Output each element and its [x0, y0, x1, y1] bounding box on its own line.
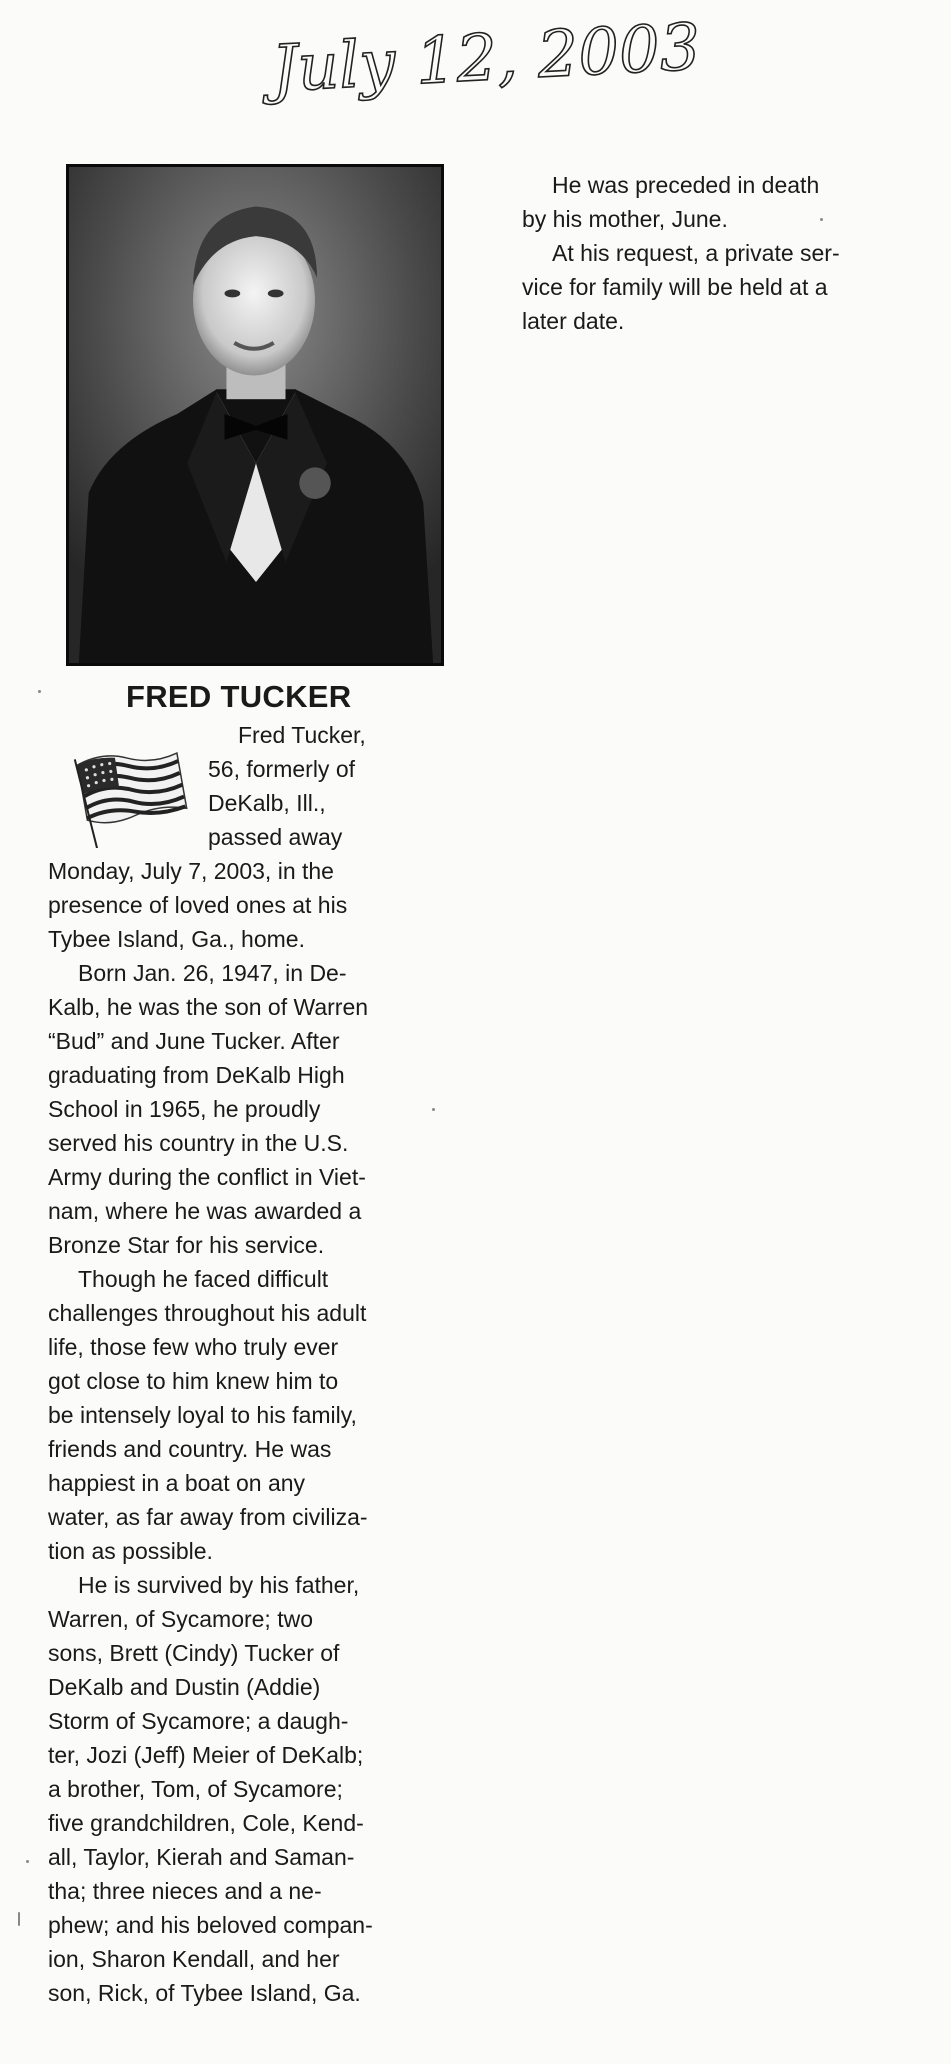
scan-speck [432, 1108, 435, 1111]
american-flag-icon [68, 738, 192, 848]
text-line: “Bud” and June Tucker. After [48, 1028, 340, 1054]
text-line: got close to him knew him to [48, 1368, 339, 1394]
lead-text [208, 718, 448, 854]
text-line: water, as far away from civiliza- [48, 1504, 368, 1530]
text-line: later date. [522, 308, 625, 334]
scan-speck [26, 1860, 29, 1863]
text-line: Bronze Star for his service. [48, 1232, 325, 1258]
text-line: ter, Jozi (Jeff) Meier of DeKalb; [48, 1742, 364, 1768]
text-line: Army during the conflict in Viet- [48, 1164, 366, 1190]
text-line: life, those few who truly ever [48, 1334, 339, 1360]
lead-line: Fred Tucker, [238, 722, 366, 748]
text-line: five grandchildren, Cole, Kend- [48, 1810, 364, 1836]
text-line: nam, where he was awarded a [48, 1198, 362, 1224]
handwritten-date [262, 8, 702, 118]
text-line: by his mother, June. [522, 206, 728, 232]
text-line: Tybee Island, Ga., home. [48, 926, 305, 952]
text-line: presence of loved ones at his [48, 892, 348, 918]
scan-speck [820, 218, 823, 221]
text-line: sons, Brett (Cindy) Tucker of [48, 1640, 340, 1666]
right-column [522, 168, 892, 338]
text-line: DeKalb and Dustin (Addie) [48, 1674, 321, 1700]
text-line: a brother, Tom, of Sycamore; [48, 1776, 343, 1802]
text-line: At his request, a private ser- [552, 240, 840, 266]
text-line: He is survived by his father, [78, 1572, 360, 1598]
scan-speck [18, 1912, 20, 1926]
text-line: vice for family will be held at a [522, 274, 828, 300]
text-line: Storm of Sycamore; a daugh- [48, 1708, 349, 1734]
text-line: Born Jan. 26, 1947, in De- [78, 960, 347, 986]
text-line: Warren, of Sycamore; two [48, 1606, 314, 1632]
text-line: phew; and his beloved compan- [48, 1912, 373, 1938]
portrait-photo [66, 164, 444, 666]
lead-line: DeKalb, Ill., [208, 790, 326, 816]
handwritten-date-drawing [262, 8, 702, 118]
left-column [48, 678, 438, 2010]
text-line: tha; three nieces and a ne- [48, 1878, 322, 1904]
portrait-drawing [69, 167, 441, 663]
text-line: Kalb, he was the son of Warren [48, 994, 369, 1020]
text-line: Though he faced difficult [78, 1266, 329, 1292]
text-line: all, Taylor, Kierah and Saman- [48, 1844, 355, 1870]
handwritten-date-text: July 12, 2003 [270, 10, 702, 107]
text-line: tion as possible. [48, 1538, 213, 1564]
scan-speck [38, 690, 41, 693]
text-line: son, Rick, of Tybee Island, Ga. [48, 1980, 361, 2006]
text-line: ion, Sharon Kendall, and her [48, 1946, 340, 1972]
text-line: He was preceded in death [552, 172, 820, 198]
text-line: School in 1965, he proudly [48, 1096, 321, 1122]
text-line: served his country in the U.S. [48, 1130, 349, 1156]
text-line: be intensely loyal to his family, [48, 1402, 357, 1428]
text-line: friends and country. He was [48, 1436, 332, 1462]
lead-line: passed away [208, 824, 343, 850]
lead-line: 56, formerly of [208, 756, 355, 782]
text-line: Monday, July 7, 2003, in the [48, 858, 334, 884]
headline: FRED TUCKER [126, 679, 352, 714]
text-line: happiest in a boat on any [48, 1470, 306, 1496]
text-line: graduating from DeKalb High [48, 1062, 345, 1088]
text-line: challenges throughout his adult [48, 1300, 367, 1326]
obituary-body [48, 854, 438, 2010]
lead-block [48, 718, 438, 854]
